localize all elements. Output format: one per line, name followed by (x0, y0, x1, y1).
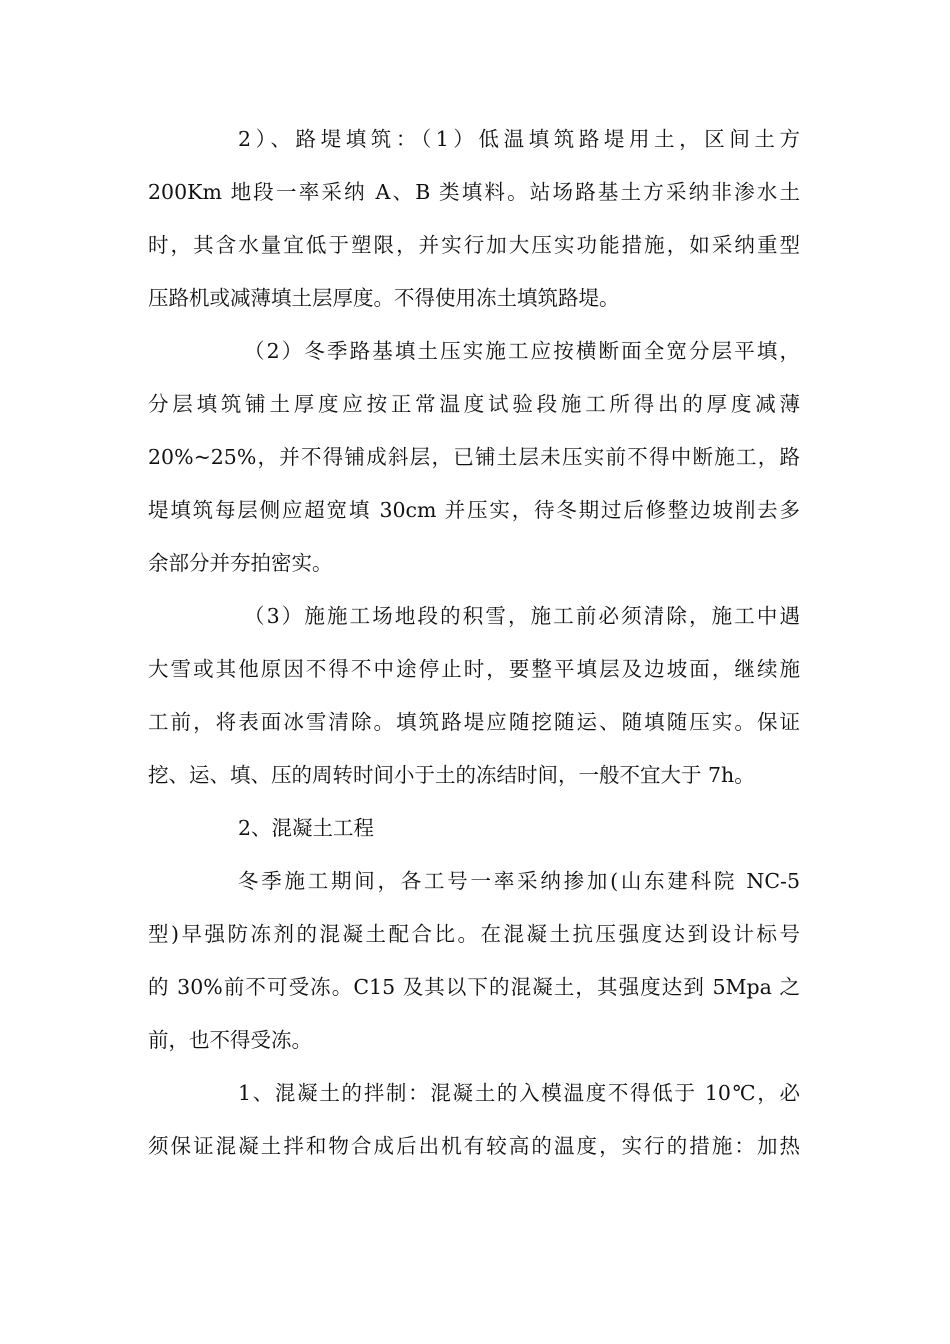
paragraph-line: 2）、路堤填筑：（1）低温填筑路堤用土，区间土方 (238, 127, 800, 151)
paragraph-line: 型)早强防冻剂的混凝土配合比。在混凝土抗压强度达到设计标号 (148, 922, 800, 946)
paragraph-line: 20%~25%，并不得铺成斜层，已铺土层未压实前不得中断施工，路 (148, 445, 800, 469)
paragraph-line: （2）冬季路基填土压实施工应按横断面全宽分层平填， (244, 339, 800, 363)
paragraph-line: 冬季施工期间，各工号一率采纳掺加(山东建科院 NC-5 (238, 869, 800, 893)
paragraph-line: 余部分并夯拍密实。 (148, 551, 333, 575)
paragraph-line: 堤填筑每层侧应超宽填 30cm 并压实，待冬期过后修整边坡削去多 (148, 498, 800, 522)
section-heading: 2、混凝土工程 (238, 816, 375, 840)
paragraph-line: 须保证混凝土拌和物合成后出机有较高的温度，实行的措施：加热 (148, 1134, 800, 1158)
paragraph-line: 200Km 地段一率采纳 A、B 类填料。站场路基土方采纳非渗水土 (148, 180, 800, 204)
paragraph-line: 压路机或减薄填土层厚度。不得使用冻土填筑路堤。 (148, 286, 620, 310)
paragraph-line: 挖、运、填、压的周转时间小于土的冻结时间，一般不宜大于 7h。 (148, 763, 755, 787)
paragraph-line: 1、混凝土的拌制：混凝土的入模温度不得低于 10℃，必 (238, 1081, 800, 1105)
paragraph-line: 工前，将表面冰雪清除。填筑路堤应随挖随运、随填随压实。保证 (148, 710, 800, 734)
paragraph-line: 大雪或其他原因不得不中途停止时，要整平填层及边坡面，继续施 (148, 657, 800, 681)
paragraph-line: 分层填筑铺土厚度应按正常温度试验段施工所得出的厚度减薄 (148, 392, 800, 416)
document-body (148, 113, 800, 1173)
paragraph-line: （3）施施工场地段的积雪，施工前必须清除，施工中遇 (244, 604, 800, 628)
paragraph-line: 前，也不得受冻。 (148, 1028, 312, 1052)
paragraph-line: 的 30%前不可受冻。C15 及其以下的混凝土，其强度达到 5Mpa 之 (148, 975, 800, 999)
paragraph-line: 时，其含水量宜低于塑限，并实行加大压实功能措施，如采纳重型 (148, 233, 800, 257)
